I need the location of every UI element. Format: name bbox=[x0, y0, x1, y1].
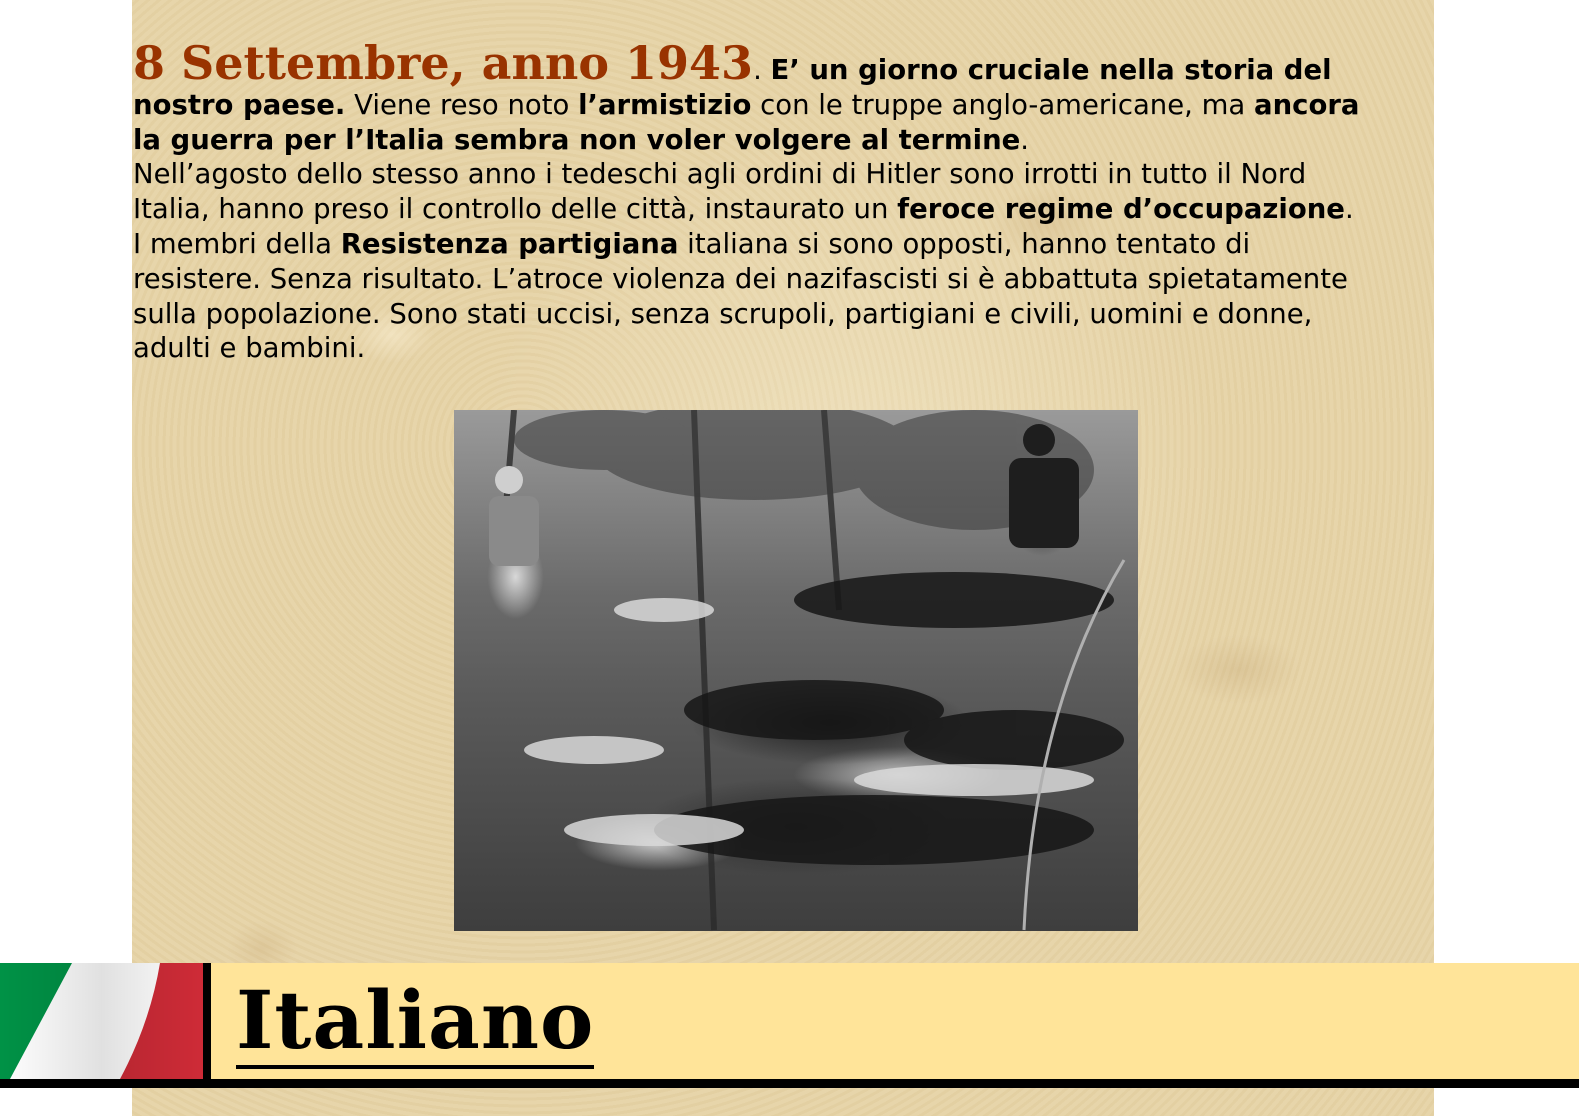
intro-text-2: con le truppe anglo-americane, ma bbox=[751, 88, 1255, 121]
banner-bottom-rule bbox=[0, 1079, 1579, 1088]
flag-divider bbox=[203, 963, 211, 1079]
armistice-bold: l’armistizio bbox=[578, 88, 752, 121]
article-text bbox=[133, 36, 1363, 366]
intro-text-3: . bbox=[1020, 123, 1030, 156]
body-text-3: italiana si sono opposti, hanno tentato di resistere. Senza risultato. L’atroce violenza dei nazifascisti si è abbattuta spietatamente sulla popolazione. Sono stati uccisi, senza scrupoli, partigiani e civili, uomini e donne, adulti e bambini. bbox=[133, 227, 1348, 365]
italian-flag-icon bbox=[0, 963, 203, 1079]
historical-photo bbox=[454, 410, 1138, 931]
intro-text-1: Viene reso noto bbox=[345, 88, 579, 121]
occupation-bold: feroce regime d’occupazione bbox=[897, 193, 1345, 226]
body-text-1: Nell’agosto dello stesso anno i tedeschi agli ordini di Hitler sono irrotti in tutto il Nord Italia, hanno preso il controllo delle città, instaurato un bbox=[133, 158, 1307, 226]
resistance-bold: Resistenza partigiana bbox=[340, 227, 679, 260]
headline-period: . bbox=[753, 54, 771, 86]
headline: 8 Settembre, anno 1943 bbox=[133, 36, 754, 90]
banner-title: Italiano bbox=[236, 973, 595, 1067]
war-continues-bold: ancora la guerra per l’Italia sembra non voler volgere al termine bbox=[133, 88, 1360, 156]
intro-bold: E’ un giorno cruciale nella storia del nostro paese. bbox=[133, 54, 1332, 121]
body-text-2: . I membri della bbox=[133, 193, 1354, 260]
